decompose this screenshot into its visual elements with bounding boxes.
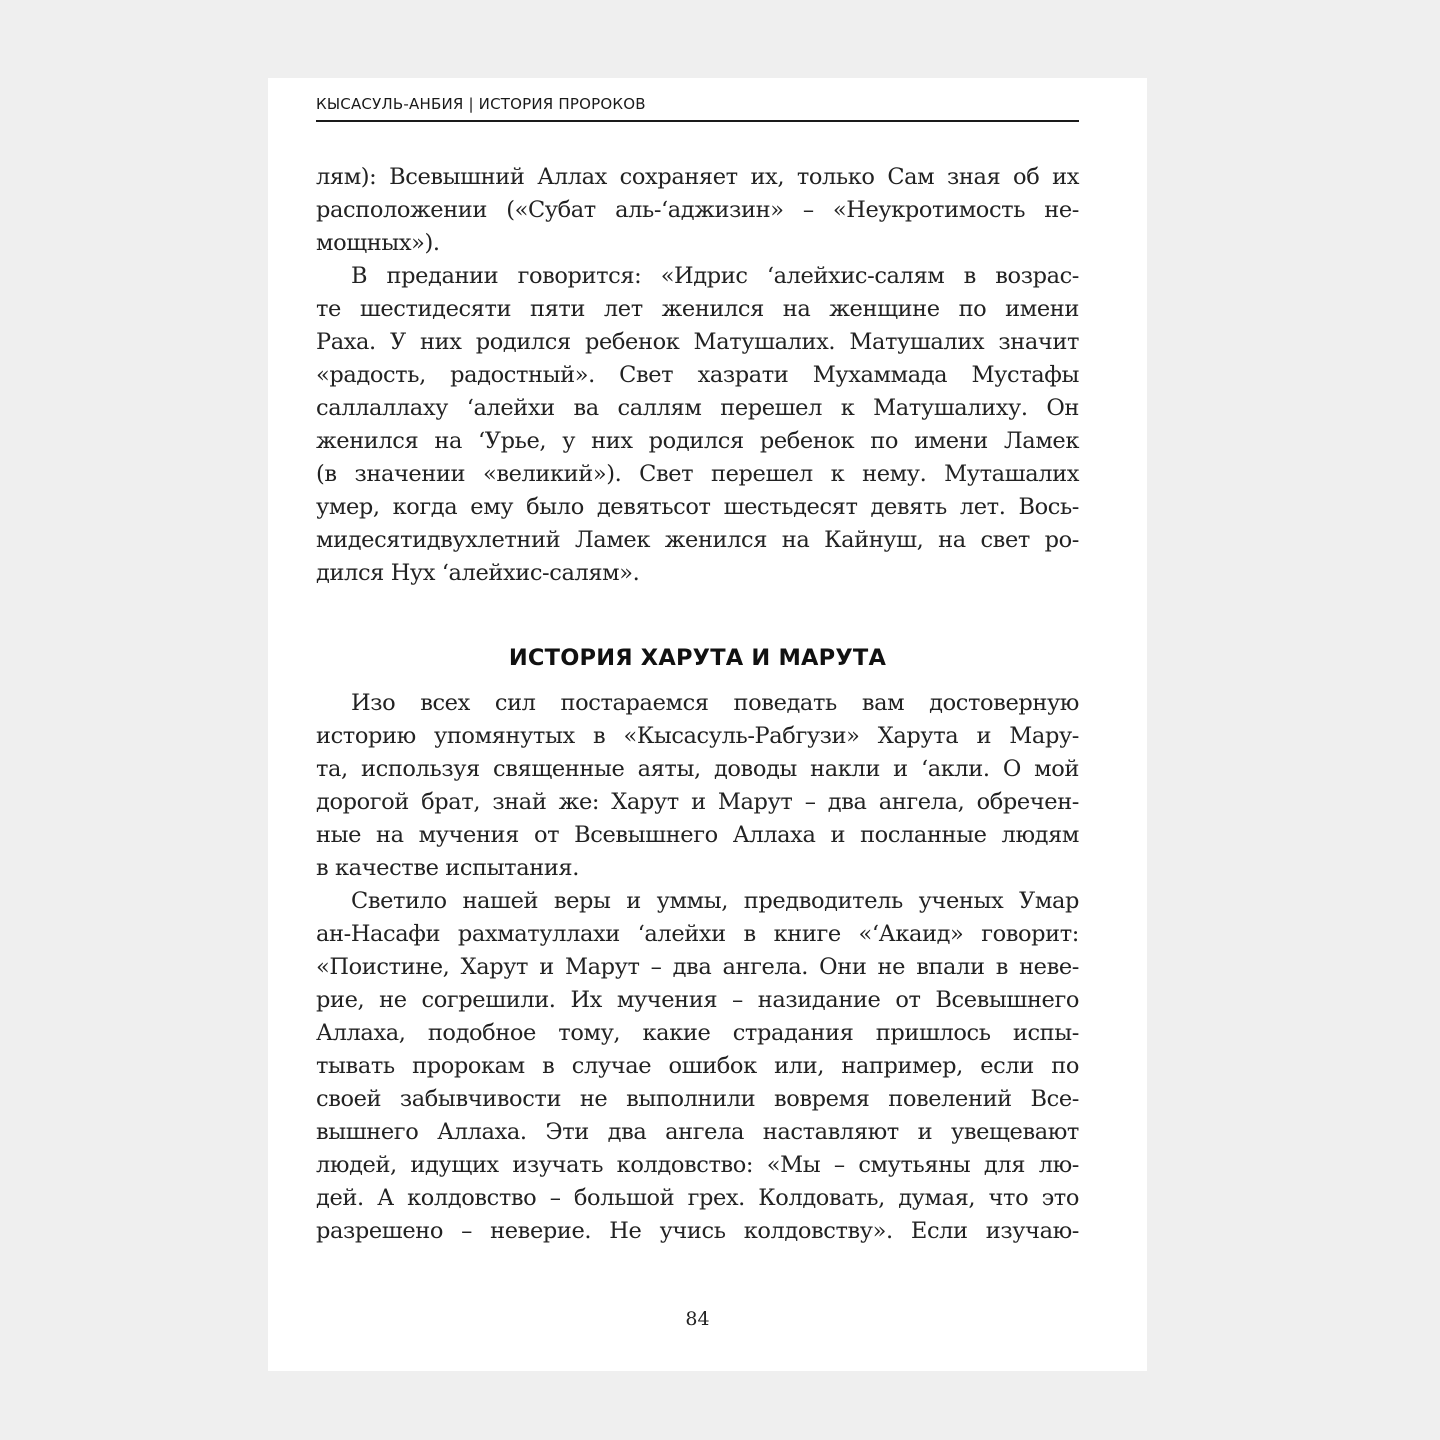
text-line: мидесятидвухлетний Ламек женился на Кайнуш, на свет ро- (316, 527, 1079, 553)
text-line: умер, когда ему было девятьсот шестьдесят девять лет. Вось- (316, 494, 1079, 520)
text-block-top (316, 161, 1079, 590)
text-line: ные на мучения от Всевышнего Аллаха и посланные людям (316, 822, 1079, 848)
text-line: рие, не согрешили. Их мучения – назидание от Всевышнего (316, 987, 1079, 1013)
text-line: историю упомянутых в «Кысасуль-Рабгузи» Харута и Мару- (316, 723, 1079, 749)
text-line: ан-Насафи рахматуллахи ‘алейхи в книге «‘Акаид» говорит: (316, 921, 1079, 947)
book-page (268, 78, 1147, 1371)
text-line: В предании говорится: «Идрис ‘алейхис-салям в возрас- (351, 263, 1079, 289)
text-line: Раха. У них родился ребенок Матушалих. Матушалих значит (316, 329, 1079, 355)
text-line: саллаллаху ‘алейхи ва саллям перешел к Матушалиху. Он (316, 395, 1079, 421)
running-header: КЫСАСУЛЬ-АНБИЯ | ИСТОРИЯ ПРОРОКОВ (316, 92, 1079, 122)
section-heading: ИСТОРИЯ ХАРУТА И МАРУТА (508, 645, 887, 671)
text-line: Аллаха, подобное тому, какие страдания пришлось испы- (316, 1020, 1079, 1046)
text-line: Изо всех сил постараемся поведать вам достоверную (351, 690, 1079, 716)
text-line: «Поистине, Харут и Марут – два ангела. Они не впали в неве- (316, 954, 1079, 980)
text-line: дился Нух ‘алейхис-салям». (316, 560, 640, 586)
text-line: «радость, радостный». Свет хазрати Мухаммада Мустафы (316, 362, 1079, 388)
text-line: Светило нашей веры и уммы, предводитель ученых Умар (351, 888, 1079, 914)
text-line: женился на ‘Урье, у них родился ребенок по имени Ламек (316, 428, 1079, 454)
text-line: вышнего Аллаха. Эти два ангела наставляют и увещевают (316, 1119, 1079, 1145)
text-line: те шестидесяти пяти лет женился на женщине по имени (316, 296, 1079, 322)
text-line: тывать пророкам в случае ошибок или, например, если по (316, 1053, 1079, 1079)
text-line: людей, идущих изучать колдовство: «Мы – смутьяны для лю- (316, 1152, 1079, 1178)
text-line: дорогой брат, знай же: Харут и Марут – два ангела, обречен- (316, 789, 1079, 815)
text-line: разрешено – неверие. Не учись колдовству». Если изучаю- (316, 1218, 1079, 1244)
text-line: своей забывчивости не выполнили вовремя повелений Все- (316, 1086, 1079, 1112)
text-line: та, используя священные аяты, доводы накли и ‘акли. О мой (316, 756, 1079, 782)
text-line: (в значении «великий»). Свет перешел к нему. Муташалих (316, 461, 1079, 487)
text-line: мощных»). (316, 230, 440, 256)
text-line: дей. А колдовство – большой грех. Колдовать, думая, что это (316, 1185, 1079, 1211)
text-block-bottom (316, 687, 1079, 1248)
text-line: расположении («Субат аль-‘аджизин» – «Неукротимость не- (316, 197, 1079, 223)
text-line: лям): Всевышний Аллах сохраняет их, только Сам зная об их (316, 164, 1079, 190)
page-number: 84 (685, 1308, 710, 1330)
text-line: в качестве испытания. (316, 855, 579, 881)
